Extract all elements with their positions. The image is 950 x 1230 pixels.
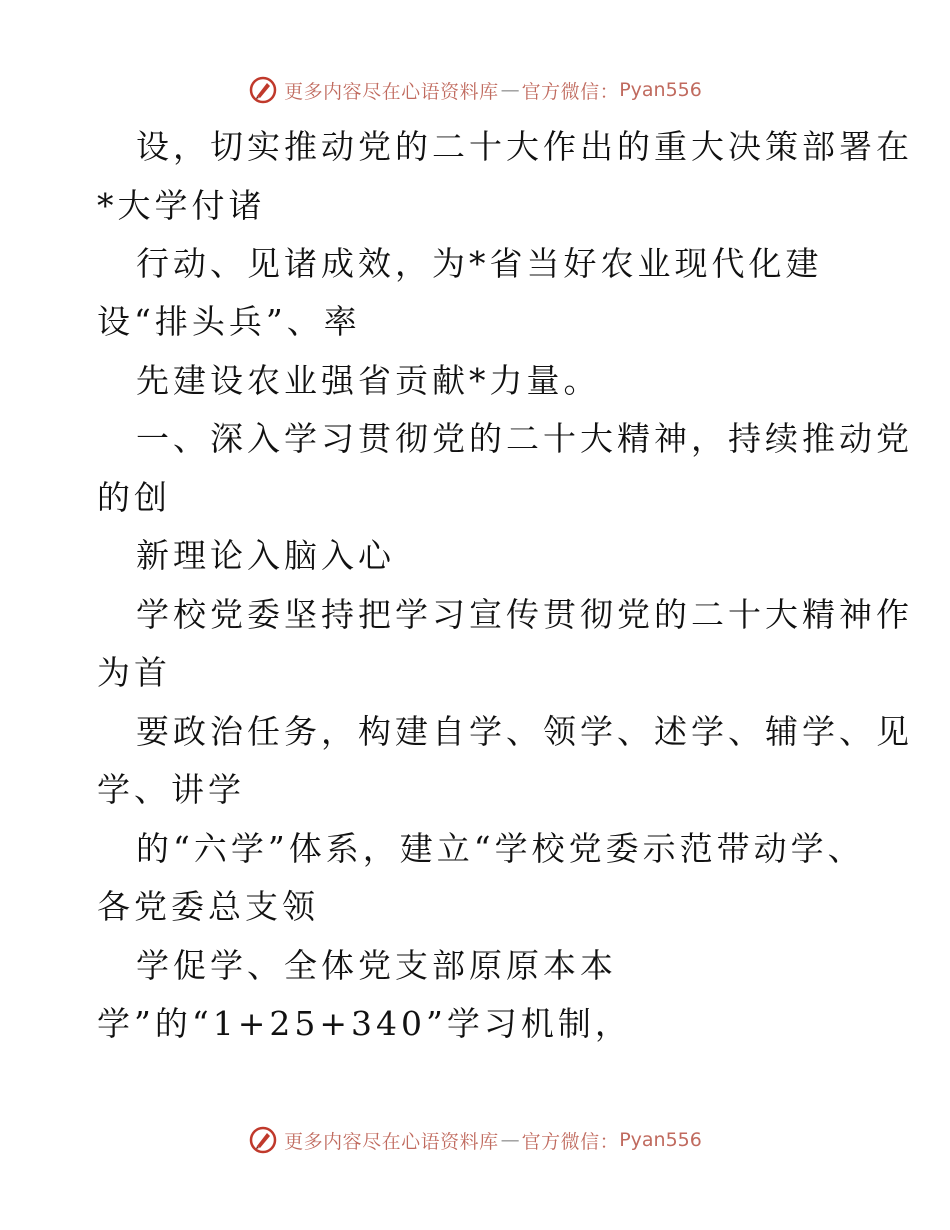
footer-wechat-label: 官方微信：	[521, 1130, 620, 1153]
footer-wechat-handle: Pyan556	[619, 1129, 702, 1151]
body-line: 为首	[97, 653, 171, 692]
section-heading: 的创	[97, 478, 171, 517]
header-wechat-handle: Pyan556	[619, 79, 702, 101]
body-line: 学、讲学	[97, 770, 245, 809]
header-source-text: 更多内容尽在心语资料库	[284, 80, 499, 103]
header-wechat-label: 官方微信：	[521, 80, 620, 103]
footer-watermark-banner	[0, 1120, 950, 1160]
body-line: 设“排头兵”、率	[97, 302, 361, 341]
footer-separator: —	[500, 1129, 520, 1151]
footer-source-text: 更多内容尽在心语资料库	[284, 1130, 499, 1153]
body-line: 先建设农业强省贡献*力量。	[136, 361, 601, 400]
section-heading: 新理论入脑入心	[136, 536, 395, 575]
body-line: 学校党委坚持把学习宣传贯彻党的二十大精神作	[136, 595, 913, 634]
header-separator: —	[500, 79, 520, 101]
header-watermark-banner	[0, 70, 950, 110]
section-heading: 一、深入学习贯彻党的二十大精神，持续推动党	[136, 419, 913, 458]
pen-logo-icon	[248, 1125, 278, 1155]
body-line: 设，切实推动党的二十大作出的重大决策部署在	[136, 127, 913, 166]
body-line: 的“六学”体系，建立“学校党委示范带动学、	[136, 829, 865, 868]
body-line: 学促学、全体党支部原原本本	[136, 946, 617, 985]
body-line: 学”的“1+25+340”学习机制，	[97, 1004, 632, 1043]
body-line: 各党委总支领	[97, 887, 319, 926]
body-line: *大学付诸	[97, 186, 266, 225]
body-line: 行动、见诸成效，为*省当好农业现代化建	[136, 244, 823, 283]
body-line: 要政治任务，构建自学、领学、述学、辅学、见	[136, 712, 913, 751]
pen-logo-icon	[248, 75, 278, 105]
